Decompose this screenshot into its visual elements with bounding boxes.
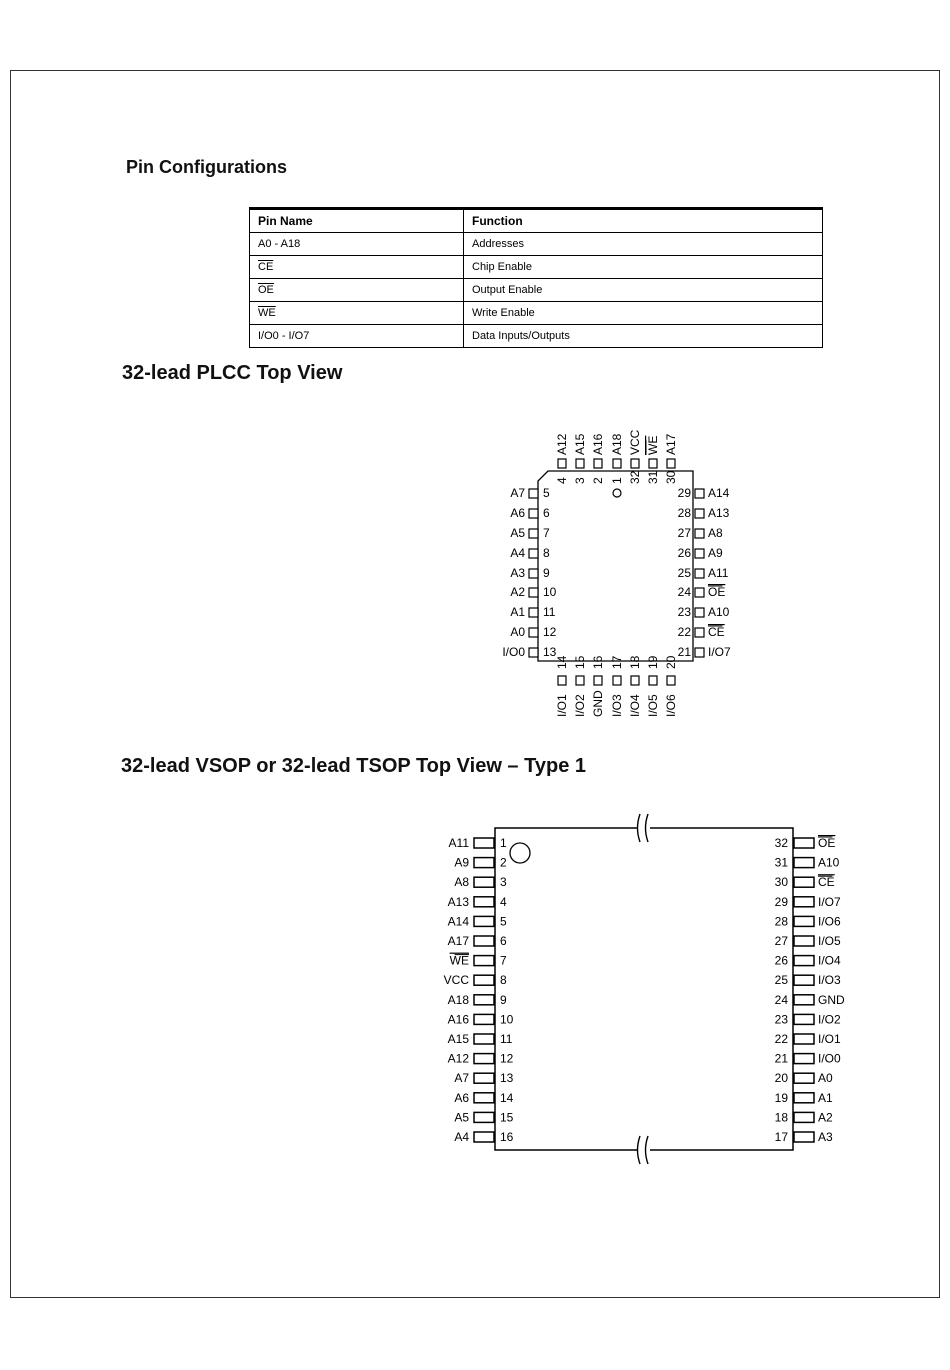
plcc-pin-pad (529, 489, 538, 498)
plcc-pin-pad (695, 628, 704, 637)
tsop-pin-lead (474, 877, 494, 887)
tsop-pin-number: 28 (774, 914, 788, 929)
tsop-pin-number: 20 (774, 1071, 788, 1086)
tsop-pin-number: 9 (500, 992, 507, 1007)
tsop-pin-label: A7 (454, 1071, 469, 1086)
tsop-pin-number: 11 (500, 1032, 513, 1046)
tsop-pin-number: 3 (500, 875, 507, 890)
plcc-pin-number: 20 (664, 655, 678, 669)
plcc-pin-label: I/O4 (628, 694, 642, 717)
tsop-pin-label: A16 (447, 1012, 469, 1027)
tsop-pin-number: 7 (500, 953, 507, 968)
plcc-pin-label: A2 (510, 585, 525, 599)
function-cell: Output Enable (464, 279, 823, 302)
plcc-pin-number: 18 (628, 655, 642, 669)
plcc-pin-number: 2 (591, 477, 605, 484)
function-header: Function (464, 209, 823, 233)
tsop-pin-number: 16 (500, 1130, 514, 1144)
pin-name-cell: $\overline{OE}$ (250, 279, 464, 302)
tsop-pin-number: 32 (774, 836, 788, 850)
tsop-pin-label: A13 (447, 894, 469, 909)
plcc-pin-pad (558, 676, 566, 685)
tsop-pin-number: 23 (774, 1012, 788, 1027)
pin-name-cell: I/O0 - I/O7 (250, 325, 464, 348)
tsop-pin-number: 19 (774, 1090, 788, 1105)
tsop-pin-label: I/O0 (818, 1051, 841, 1066)
tsop-pin-label: A6 (454, 1090, 469, 1105)
plcc-pin-number: 17 (610, 655, 624, 669)
plcc-pin-label: VCC (628, 429, 642, 455)
tsop-pin-label: I/O1 (818, 1032, 841, 1046)
plcc-pin-label: A13 (708, 506, 730, 520)
tsop-pin-number: 21 (774, 1051, 788, 1066)
plcc-pin-number: 12 (543, 625, 557, 639)
plcc-pin-number: 28 (677, 506, 691, 520)
tsop-pin-number: 13 (500, 1071, 514, 1086)
plcc-pin-label: A3 (510, 566, 525, 580)
plcc-pin-label: A1 (510, 605, 525, 619)
plcc-pin-label: A14 (708, 486, 730, 500)
tsop-pin-label: OE (818, 836, 836, 850)
plcc-pin-label: A12 (555, 433, 569, 455)
pin-name-header: Pin Name (250, 209, 464, 233)
plcc-pin-number: 15 (573, 655, 587, 669)
plcc-pin-label: A10 (708, 605, 730, 619)
plcc-pin-pad (529, 509, 538, 518)
tsop-pin-number: 12 (500, 1051, 514, 1066)
tsop-pin-lead (474, 975, 494, 985)
tsop-pin-number: 14 (500, 1090, 514, 1105)
tsop-pin-lead (474, 858, 494, 868)
tsop-pin-number: 1 (500, 836, 507, 850)
tsop-pin-label: VCC (443, 973, 469, 988)
tsop-pin-label: A0 (818, 1071, 833, 1086)
function-cell: Chip Enable (464, 256, 823, 279)
tsop-pin-label: A5 (454, 1110, 469, 1125)
plcc-pin-pad (695, 549, 704, 558)
tsop-pin-number: 26 (774, 953, 788, 968)
plcc-pin-pad (594, 676, 602, 685)
tsop-pin-label: A11 (448, 836, 469, 850)
tsop-pin-lead (794, 1034, 814, 1044)
tsop-pin-lead (794, 995, 814, 1005)
tsop-pin-lead (794, 1073, 814, 1083)
plcc-pin-label: A6 (510, 506, 525, 520)
plcc-pin-label: GND (591, 690, 605, 717)
plcc-pin-number: 7 (543, 526, 550, 540)
plcc-pin-pad (667, 676, 675, 685)
plcc-pin-pad (576, 459, 584, 468)
plcc-pin-pad (594, 459, 602, 468)
tsop-pin-lead (794, 858, 814, 868)
function-cell: Addresses (464, 233, 823, 256)
tsop-pin-lead (794, 877, 814, 887)
plcc-pin-pad (529, 648, 538, 657)
plcc-pin-pad (529, 529, 538, 538)
tsop-pin-number: 4 (500, 894, 507, 909)
tsop-pin-lead (474, 936, 494, 946)
plcc-pin-label: A11 (708, 566, 729, 580)
tsop-pin-number: 8 (500, 973, 507, 988)
tsop-pin-number: 2 (500, 855, 507, 870)
tsop-pin-label: A17 (447, 934, 469, 948)
plcc-pin-label: A18 (610, 433, 624, 455)
plcc-pin-pad (695, 569, 704, 578)
plcc-pin-label: WE (646, 435, 660, 455)
plcc-pin-pad (667, 459, 675, 468)
tsop-heading: 32-lead VSOP or 32-lead TSOP Top View – Type 1 (121, 755, 586, 777)
tsop-pin-lead (794, 975, 814, 985)
plcc-pin-number: 19 (646, 655, 660, 669)
plcc-pin-pad (576, 676, 584, 685)
plcc-pin-pad (529, 588, 538, 597)
plcc-pin-label: I/O6 (664, 694, 678, 717)
tsop-pin-label: I/O6 (818, 914, 841, 929)
tsop-pin-lead (794, 1112, 814, 1122)
plcc-pin-number: 22 (677, 625, 691, 639)
tsop-pin-number: 30 (774, 875, 788, 890)
plcc-pin-number: 4 (555, 477, 569, 484)
plcc-pin-label: I/O2 (573, 694, 587, 717)
plcc-pin-label: I/O0 (502, 645, 525, 659)
plcc-pin-number: 10 (543, 585, 557, 599)
tsop-pin-label: A10 (818, 855, 840, 870)
pin-configurations-heading: Pin Configurations (126, 157, 287, 177)
plcc-pin-label: I/O1 (555, 694, 569, 717)
tsop-pin-number: 25 (774, 973, 788, 988)
plcc-pin-pad (613, 676, 621, 685)
tsop-pin-label: A8 (454, 875, 469, 890)
plcc-pin-number: 31 (646, 470, 660, 484)
plcc-pin-label: A16 (591, 433, 605, 455)
plcc-pin-label: A4 (510, 546, 525, 560)
tsop-pin-number: 27 (774, 934, 788, 948)
tsop-pin-label: A1 (818, 1090, 833, 1105)
plcc-pin-number: 21 (677, 645, 691, 659)
tsop-pin-label: I/O5 (818, 934, 841, 948)
plcc-pin-number: 25 (677, 566, 691, 580)
tsop-pin-label: A15 (447, 1032, 469, 1046)
plcc-pin-label: A17 (664, 433, 678, 455)
tsop-pin-number: 29 (774, 894, 788, 909)
tsop-pin-label: A18 (447, 992, 469, 1007)
tsop-pin-label: I/O7 (818, 894, 841, 909)
plcc-pin-label: A5 (510, 526, 525, 540)
plcc-pin-pad (695, 529, 704, 538)
plcc-pin-number: 9 (543, 566, 550, 580)
plcc-pin-pad (695, 648, 704, 657)
plcc-pin-label: OE (708, 585, 726, 599)
plcc-pin-label: I/O3 (610, 694, 624, 717)
plcc-pin-label: CE (708, 625, 725, 639)
tsop-body (495, 828, 793, 1150)
plcc-pin-number: 24 (677, 585, 691, 599)
tsop-pin-lead (474, 1073, 494, 1083)
tsop-pin-lead (474, 916, 494, 926)
tsop-pin-label: I/O4 (818, 953, 841, 968)
tsop-pin-label: CE (818, 875, 835, 890)
tsop-pin-lead (474, 1093, 494, 1103)
tsop-pin-number: 31 (774, 855, 788, 870)
plcc-pin-label: A9 (708, 546, 723, 560)
tsop-pin-lead (474, 897, 494, 907)
tsop-pin-number: 5 (500, 914, 507, 929)
tsop-pin-lead (794, 1093, 814, 1103)
pin1-marker-icon (613, 489, 621, 497)
plcc-pin-label: I/O5 (646, 694, 660, 717)
plcc-pin-pad (631, 459, 639, 468)
plcc-pin-pad (529, 569, 538, 578)
tsop-pin-label: I/O3 (818, 973, 841, 988)
tsop-pin-lead (794, 1054, 814, 1064)
plcc-pin-pad (649, 459, 657, 468)
plcc-pin-number: 3 (573, 477, 587, 484)
function-cell: Write Enable (464, 302, 823, 325)
tsop-pin-lead (794, 838, 814, 848)
plcc-pin-label: A0 (510, 625, 525, 639)
pin-name-cell: $\overline{WE}$ (250, 302, 464, 325)
plcc-pin-number: 32 (628, 470, 642, 484)
tsop-pin-lead (794, 1132, 814, 1142)
plcc-pin-number: 27 (677, 526, 691, 540)
tsop-pin-number: 18 (774, 1110, 788, 1125)
plcc-pin-number: 13 (543, 645, 557, 659)
plcc-pin-label: I/O7 (708, 645, 731, 659)
function-cell: Data Inputs/Outputs (464, 325, 823, 348)
plcc-pin-label: A7 (510, 486, 525, 500)
tsop-pin-label: WE (449, 953, 469, 968)
plcc-pin-pad (529, 549, 538, 558)
plcc-pin-number: 29 (677, 486, 691, 500)
tsop-pin-label: A3 (818, 1130, 833, 1144)
plcc-pin-number: 5 (543, 486, 550, 500)
tsop-pin-lead (474, 1112, 494, 1122)
tsop-pin-lead (794, 897, 814, 907)
tsop-pin-number: 22 (774, 1032, 788, 1046)
tsop-pin-lead (474, 1014, 494, 1024)
plcc-pin-number: 11 (543, 605, 556, 619)
plcc-pin-pad (529, 608, 538, 617)
tsop-pin-label: A4 (454, 1130, 469, 1144)
tsop-pin-lead (794, 936, 814, 946)
plcc-pin-label: A8 (708, 526, 723, 540)
tsop-pin-number: 6 (500, 934, 507, 948)
plcc-pin-number: 1 (610, 477, 624, 484)
tsop-pin-lead (474, 1054, 494, 1064)
plcc-pin-number: 26 (677, 546, 691, 560)
break-gap (638, 1136, 650, 1164)
plcc-body (538, 471, 693, 661)
plcc-pin-pad (695, 489, 704, 498)
plcc-pin-label: A15 (573, 433, 587, 455)
tsop-pin-lead (474, 838, 494, 848)
plcc-pin-number: 16 (591, 655, 605, 669)
tsop-pin-lead (794, 1014, 814, 1024)
plcc-heading: 32-lead PLCC Top View (122, 362, 343, 384)
plcc-pin-number: 8 (543, 546, 550, 560)
tsop-pin-number: 10 (500, 1012, 514, 1027)
tsop-pin-label: A2 (818, 1110, 833, 1125)
plcc-pin-pad (613, 459, 621, 468)
plcc-pin-pad (558, 459, 566, 468)
tsop-pin-label: A9 (454, 855, 469, 870)
plcc-pin-pad (649, 676, 657, 685)
tsop-pin-label: A14 (447, 914, 469, 929)
plcc-pin-pad (695, 588, 704, 597)
tsop-pin-lead (474, 1034, 494, 1044)
tsop-pin-lead (794, 916, 814, 926)
plcc-pin-pad (695, 509, 704, 518)
tsop-pin-number: 24 (774, 992, 788, 1007)
plcc-pin-pad (529, 628, 538, 637)
plcc-pin-number: 23 (677, 605, 691, 619)
plcc-pin-pad (695, 608, 704, 617)
tsop-pin-lead (474, 1132, 494, 1142)
plcc-pin-number: 6 (543, 506, 550, 520)
tsop-pin-lead (474, 995, 494, 1005)
tsop-pin-label: A12 (447, 1051, 469, 1066)
plcc-pin-number: 30 (664, 470, 678, 484)
tsop-pin-lead (794, 956, 814, 966)
tsop-pin-number: 17 (774, 1130, 788, 1144)
tsop-pin-number: 15 (500, 1110, 514, 1125)
tsop-pin-lead (474, 956, 494, 966)
tsop-pin-label: I/O2 (818, 1012, 841, 1027)
tsop-pin-label: GND (818, 992, 845, 1007)
plcc-pin-number: 14 (555, 655, 569, 669)
break-gap (638, 814, 650, 842)
plcc-pin-pad (631, 676, 639, 685)
pin-name-cell: $\overline{CE}$ (250, 256, 464, 279)
pin-name-cell: A0 - A18 (250, 233, 464, 256)
